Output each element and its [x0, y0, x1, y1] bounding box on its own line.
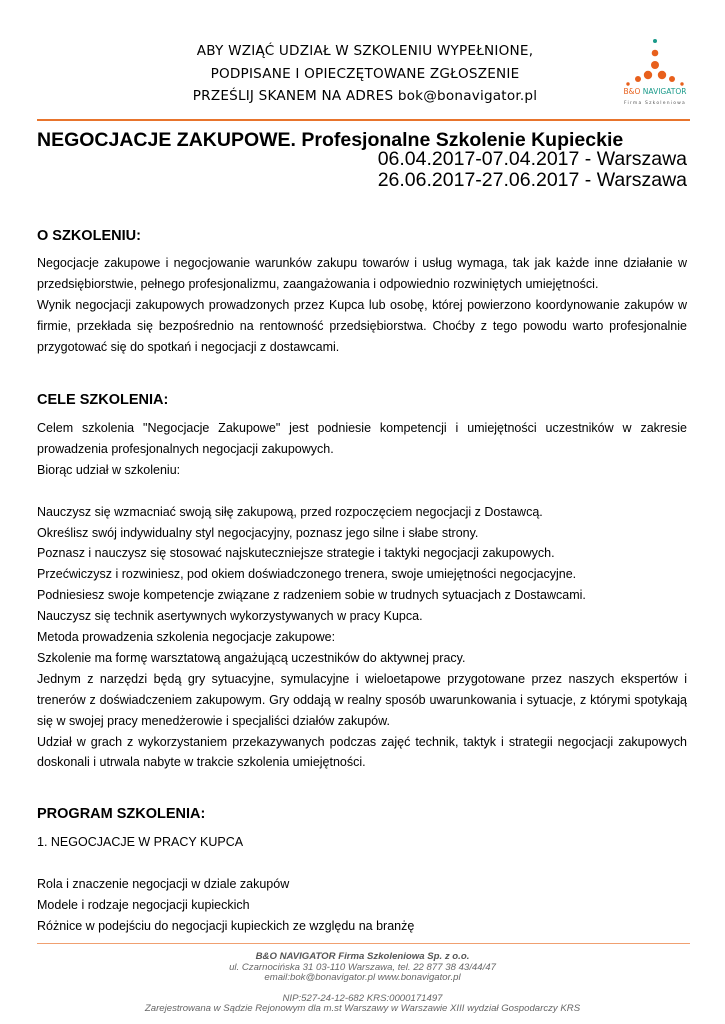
paragraph: Określisz swój indywidualny styl negocjacyjny, poznasz jego silne i słabe strony.	[37, 525, 479, 540]
header-divider	[37, 119, 690, 121]
paragraph: Negocjacje zakupowe i negocjowanie warunków zakupu towarów i usług wymaga, tak jak każde inne działanie w przedsiębiorstwie, pełnego profesjonalizmu, zaangażowania i odpowiednio rozwiniętych umiejętności.	[37, 256, 687, 291]
svg-text:Firma Szkoleniowa: Firma Szkoleniowa	[624, 101, 686, 106]
footer-contact[interactable]: email:bok@bonavigator.pl www.bonavigator.pl	[264, 972, 461, 984]
paragraph: Wynik negocjacji zakupowych prowadzonych przez Kupca lub osobę, której powierzono koordynowanie zakupów w firmie, przekłada się bezpośrednio na rentowność przedsiębiorstwa. Choćby z tego powodu warto profesjonalnie przygotować się do spotkań i negocjacji z dostawcami.	[37, 297, 687, 354]
footer-company: B&O NAVIGATOR Firma Szkoleniowa Sp. z o.o.	[255, 951, 470, 962]
paragraph: Biorąc udział w szkoleniu:	[37, 462, 181, 477]
paragraph: Jednym z narzędzi będą gry sytuacyjne, symulacyjne i wieloetapowe przygotowane przez naszych ekspertów i trenerów z doświadczeniem zakupowym. Gry oddają w realny sposób uwarunkowania i sytuacje, z którymi spotykają się w swojej pracy menedżerowie i specjaliści działów zakupów.	[37, 671, 687, 728]
paragraph: Poznasz i nauczysz się stosować najskuteczniejsze strategie i taktyki negocjacji zakupowych.	[37, 546, 555, 561]
company-logo	[615, 34, 695, 109]
footer-divider	[37, 943, 690, 944]
about-section	[37, 253, 687, 358]
paragraph: Udział w grach z wykorzystaniem przekazywanych podczas zajęć technik, taktyk i strategii negocjacji zakupowych doskonali i utrwala nabyte w trakcie szkolenia umiejętności.	[37, 734, 687, 770]
footer-address: ul. Czarnocińska 31 03-110 Warszawa, tel. 22 877 38 43/44/47	[229, 961, 496, 973]
paragraph: Szkolenie ma formę warsztatową angażującą uczestników do aktywnej pracy.	[37, 650, 466, 665]
goals-section	[37, 418, 687, 773]
date-entry: 06.04.2017-07.04.2017 - Warszawa	[377, 148, 687, 170]
notice-line: ABY WZIĄĆ UDZIAŁ W SZKOLENIU WYPEŁNIONE,	[196, 43, 534, 59]
paragraph: Przećwiczysz i rozwiniesz, pod okiem doświadczonego trenera, swoje umiejętności negocjacyjne.	[37, 567, 577, 582]
program-heading: PROGRAM SZKOLENIA:	[37, 806, 206, 822]
footer-ids: NIP:527-24-12-682 KRS:0000171497	[282, 992, 443, 1004]
about-heading: O SZKOLENIU:	[37, 228, 141, 244]
paragraph: Celem szkolenia "Negocjacje Zakupowe" jest podniesie kompetencji i umiejętności uczestników w zakresie prowadzenia profesjonalnych negocjacji zakupowych.	[37, 421, 687, 456]
notice-line: PRZEŚLIJ SKANEM NA ADRES bok@bonavigator.pl	[192, 88, 538, 104]
goals-heading: CELE SZKOLENIA:	[37, 392, 169, 408]
svg-text:B&O NAVIGATOR: B&O NAVIGATOR	[623, 87, 687, 96]
paragraph: Metoda prowadzenia szkolenia negocjacje zakupowe:	[37, 630, 336, 645]
program-section	[37, 832, 687, 937]
paragraph: Modele i rodzaje negocjacji kupieckich	[37, 897, 250, 912]
paragraph: Różnice w podejściu do negocjacji kupieckich ze względu na branżę	[37, 918, 415, 933]
paragraph	[37, 853, 687, 874]
paragraph	[37, 481, 687, 502]
paragraph: Nauczysz się wzmacniać swoją siłę zakupową, przed rozpoczęciem negocjacji z Dostawcą.	[37, 504, 543, 519]
footer-registry: Zarejestrowana w Sądzie Rejonowym dla m.st Warszawy w Warszawie XIII wydział Gospodarczy KRS	[144, 1003, 581, 1015]
paragraph: Podniesiesz swoje kompetencje związane z radzeniem sobie w trudnych sytuacjach z Dostawcami.	[37, 588, 586, 603]
date-entry: 26.06.2017-27.06.2017 - Warszawa	[377, 169, 687, 191]
footer	[0, 952, 725, 1015]
page-title: NEGOCJACJE ZAKUPOWE. Profesjonalne Szkolenie Kupieckie	[37, 129, 624, 151]
paragraph: 1. NEGOCJACJE W PRACY KUPCA	[37, 835, 244, 849]
paragraph: Rola i znaczenie negocjacji w dziale zakupów	[37, 876, 290, 891]
training-dates	[378, 149, 687, 191]
submission-notice	[160, 40, 570, 108]
paragraph: Nauczysz się technik asertywnych wykorzystywanych w pracy Kupca.	[37, 609, 423, 624]
notice-line: PODPISANE I OPIECZĘTOWANE ZGŁOSZENIE	[210, 65, 520, 82]
